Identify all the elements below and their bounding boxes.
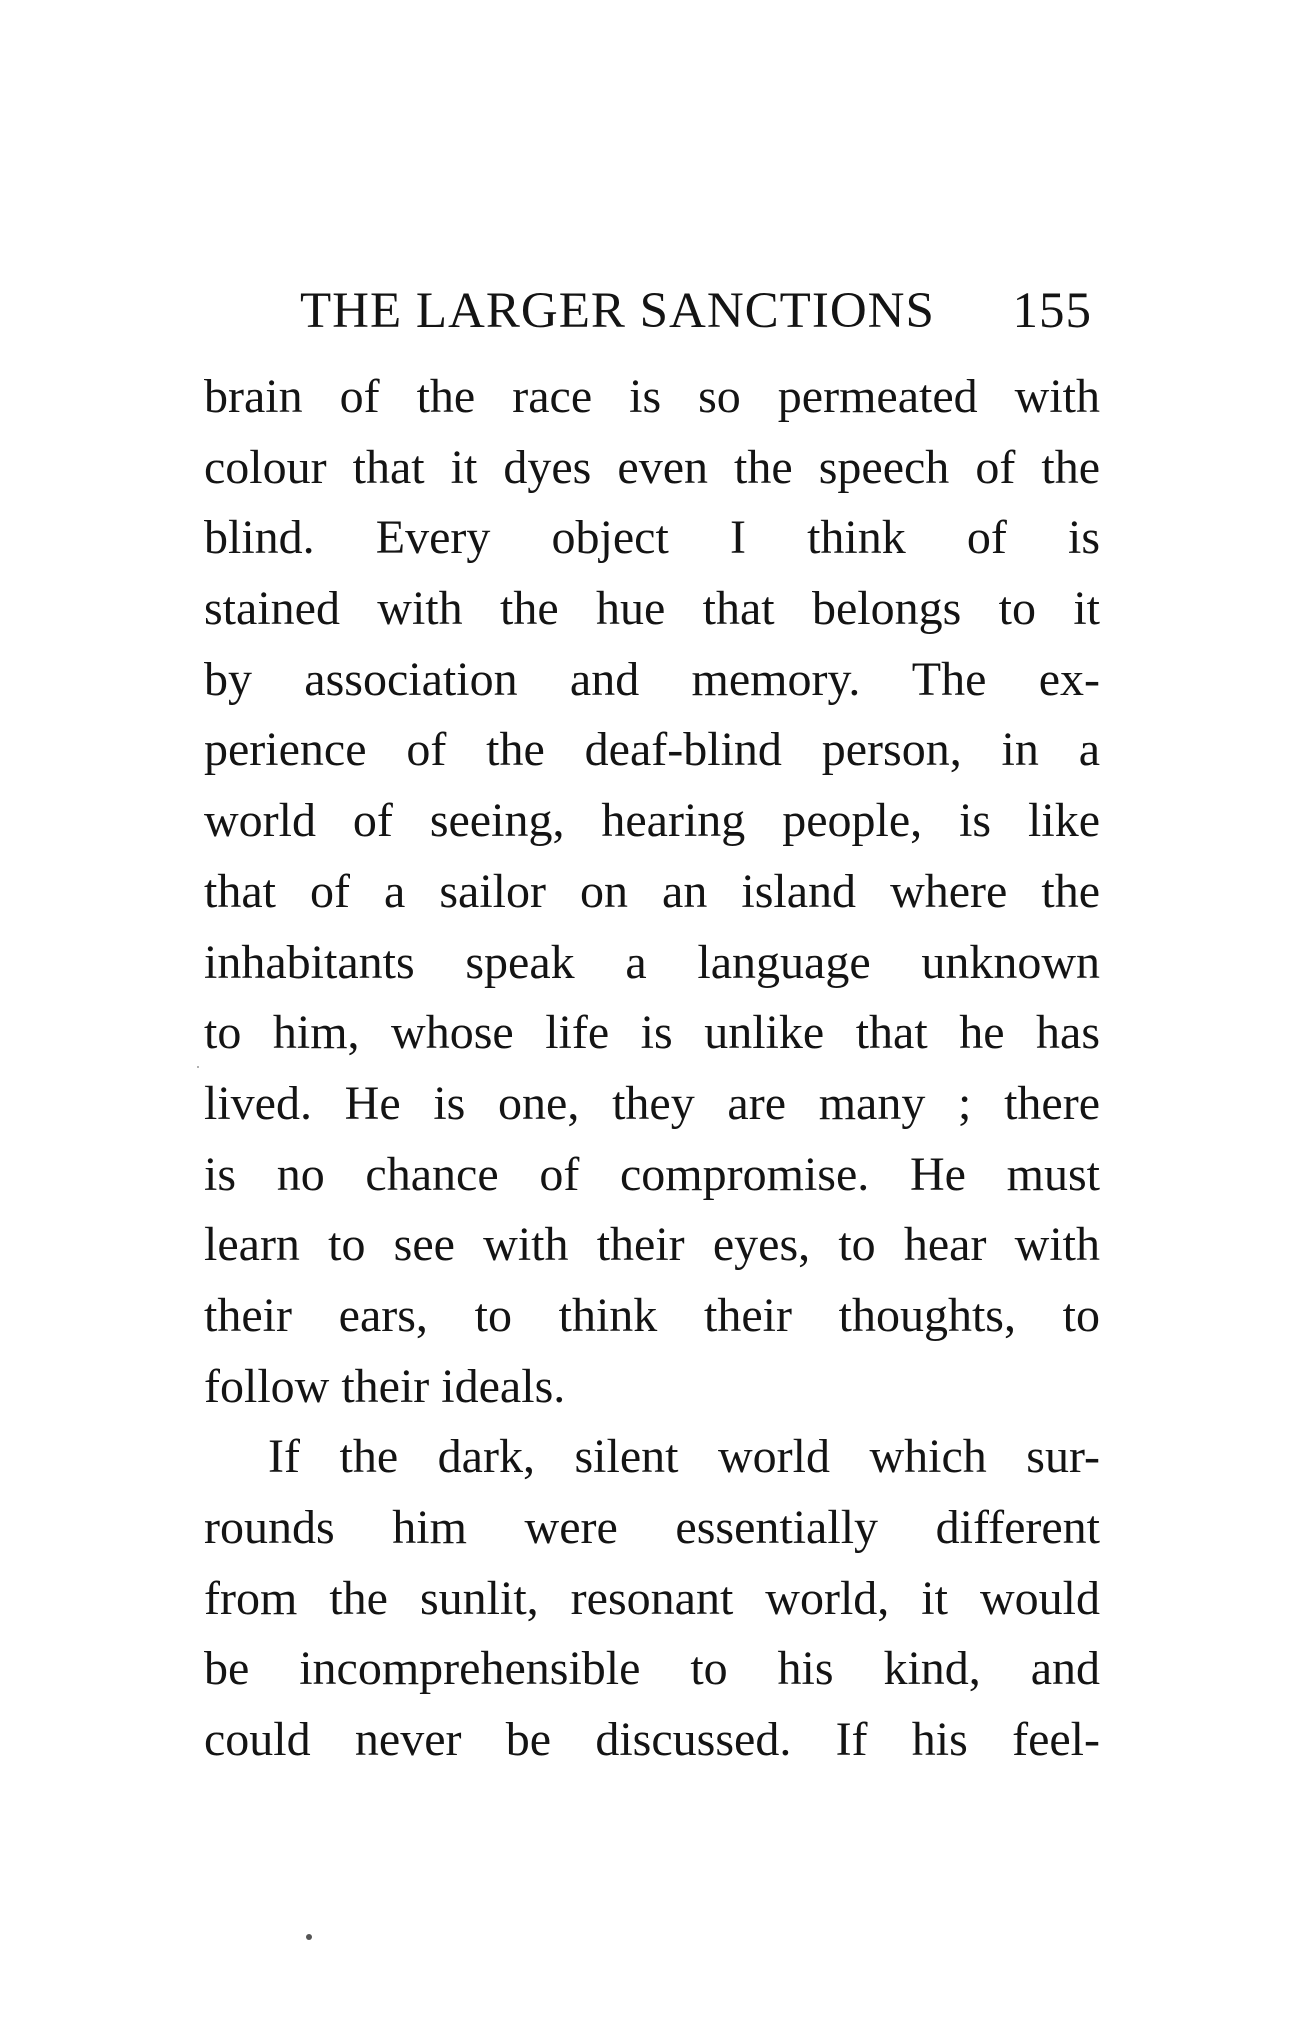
text-line: be incomprehensible to his kind, and — [204, 1642, 1100, 1696]
text-line: world of seeing, hearing people, is like — [204, 794, 1100, 848]
paragraph — [204, 362, 1100, 1422]
text-line: could never be discussed. If his feel- — [204, 1713, 1100, 1767]
text-line: their ears, to think their thoughts, to — [204, 1288, 1100, 1342]
text-line: to him, whose life is unlike that he has — [204, 1006, 1100, 1060]
paragraph — [204, 1422, 1100, 1775]
text-line: rounds him were essentially different — [204, 1501, 1100, 1554]
text-line: that of a sailor on an island where the — [204, 864, 1100, 918]
ink-speck — [197, 1066, 199, 1068]
text-line: learn to see with their eyes, to hear with — [204, 1218, 1100, 1272]
body-text — [204, 362, 1100, 1776]
text-line: stained with the hue that belongs to it — [204, 582, 1100, 636]
text-line: blind. Every object I think of is — [204, 511, 1100, 565]
text-line: perience of the deaf-blind person, in a — [204, 723, 1100, 777]
text-line: inhabitants speak a language unknown — [204, 935, 1100, 989]
ink-speck — [306, 1934, 312, 1940]
text-line: If the dark, silent world which sur- — [268, 1430, 1100, 1484]
text-line: follow their ideals. — [204, 1359, 566, 1413]
running-head-title: THE LARGER SANCTIONS — [300, 283, 935, 339]
running-head — [300, 276, 1092, 346]
text-line: lived. He is one, they are many ; there — [204, 1076, 1100, 1130]
page-number: 155 — [1012, 283, 1092, 339]
text-line: brain of the race is so permeated with — [204, 370, 1100, 423]
text-line: by association and memory. The ex- — [204, 652, 1100, 706]
text-line: from the sunlit, resonant world, it would — [204, 1571, 1100, 1625]
text-line: colour that it dyes even the speech of the — [204, 440, 1100, 494]
text-line: is no chance of compromise. He must — [204, 1147, 1100, 1201]
